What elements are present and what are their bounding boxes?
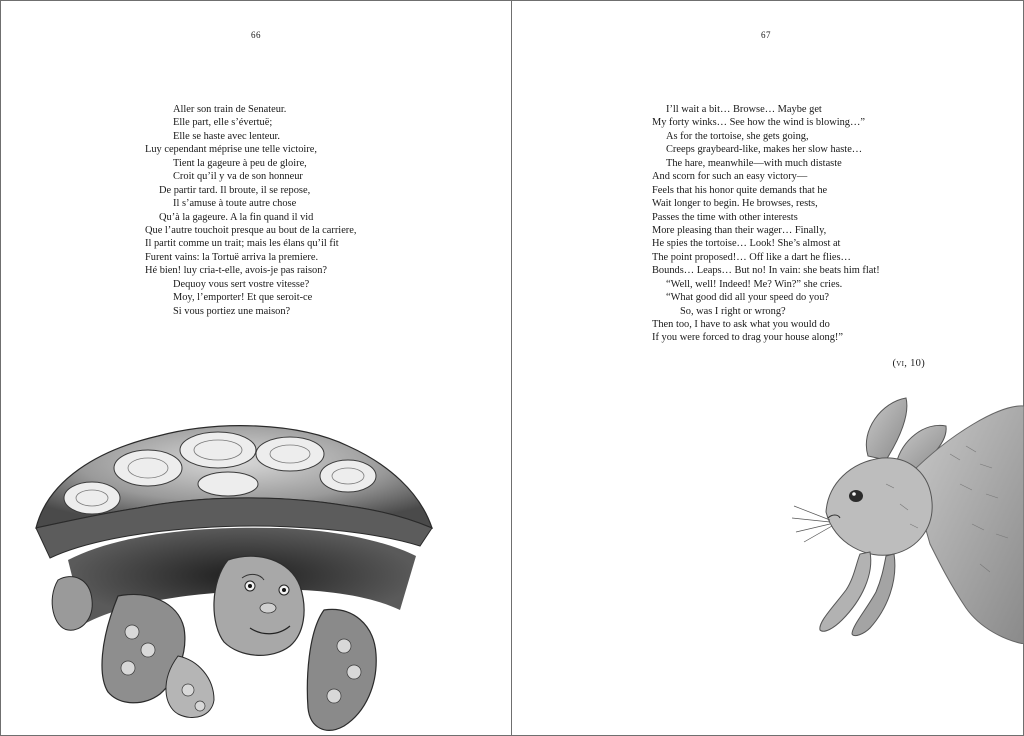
page-number-right: 67 (761, 30, 771, 40)
verse-line: As for the tortoise, she gets going, (666, 130, 809, 142)
verse-line: The hare, meanwhile—with much distaste (666, 157, 842, 169)
hare-illustration (790, 394, 1024, 644)
verse-line: Qu’à la gageure. A la fin quand il vid (159, 211, 314, 223)
verse-line: Moy, l’emporter! Et que seroit-ce (173, 292, 313, 304)
verse-line: If you were forced to drag your house along!” (652, 332, 843, 344)
verse-line: Wait longer to begin. He browses, rests, (652, 198, 818, 210)
verse-line: More pleasing than their wager… Finally, (652, 224, 827, 236)
verse-line: Then too, I have to ask what you would do (652, 319, 830, 330)
verse-line: Que l’autre touchoit presque au bout de la carriere, (145, 224, 357, 236)
verse-line: Bounds… Leaps… But no! In vain: she beats him flat! (652, 265, 880, 277)
tortoise-illustration (28, 410, 438, 736)
verse-line: Feels that his honor quite demands that he (652, 184, 828, 196)
verse-line: My forty winks… See how the wind is blowing…” (652, 117, 865, 129)
verse-line: Dequoy vous sert vostre vitesse? (173, 278, 310, 290)
verse-line: Si vous portiez une maison? (173, 305, 291, 317)
verse-line: Elle part, elle s’évertuë; (173, 117, 273, 129)
fable-citation: (vi, 10) (892, 358, 925, 369)
verse-line: Luy cependant méprise une telle victoire, (145, 144, 317, 156)
page-number-left: 66 (251, 30, 261, 40)
verse-line: I’ll wait a bit… Browse… Maybe get (666, 104, 822, 115)
verse-line: He spies the tortoise… Look! She’s almost at (652, 238, 841, 250)
verse-line: So, was I right or wrong? (680, 305, 786, 317)
verse-line: De partir tard. Il broute, il se repose, (159, 184, 311, 196)
verse-line: And scorn for such an easy victory— (652, 171, 808, 183)
verse-line: Il s’amuse à toute autre chose (173, 198, 297, 210)
verse-line: Furent vains: la Tortuë arriva la premiere. (145, 251, 319, 263)
verse-line: Aller son train de Senateur. (173, 104, 287, 115)
verse-line: Passes the time with other interests (652, 211, 798, 223)
verse-line: Elle se haste avec lenteur. (173, 130, 281, 142)
french-verse (145, 103, 356, 318)
verse-line: “Well, well! Indeed! Me? Win?” she cries. (666, 278, 843, 290)
verse-line: Tient la gageure à peu de gloire, (173, 157, 307, 169)
verse-line: Croit qu’il y va de son honneur (173, 171, 303, 183)
verse-line: Il partit comme un trait; mais les élans qu’il fit (145, 238, 339, 250)
verse-line: Creeps graybeard-like, makes her slow haste… (666, 144, 863, 156)
verse-line: Hé bien! luy cria-t-elle, avois-je pas raison? (145, 265, 328, 277)
verse-line: The point proposed!… Off like a dart he flies… (652, 251, 851, 263)
verse-line: “What good did all your speed do you? (666, 292, 830, 304)
english-verse (652, 103, 880, 345)
